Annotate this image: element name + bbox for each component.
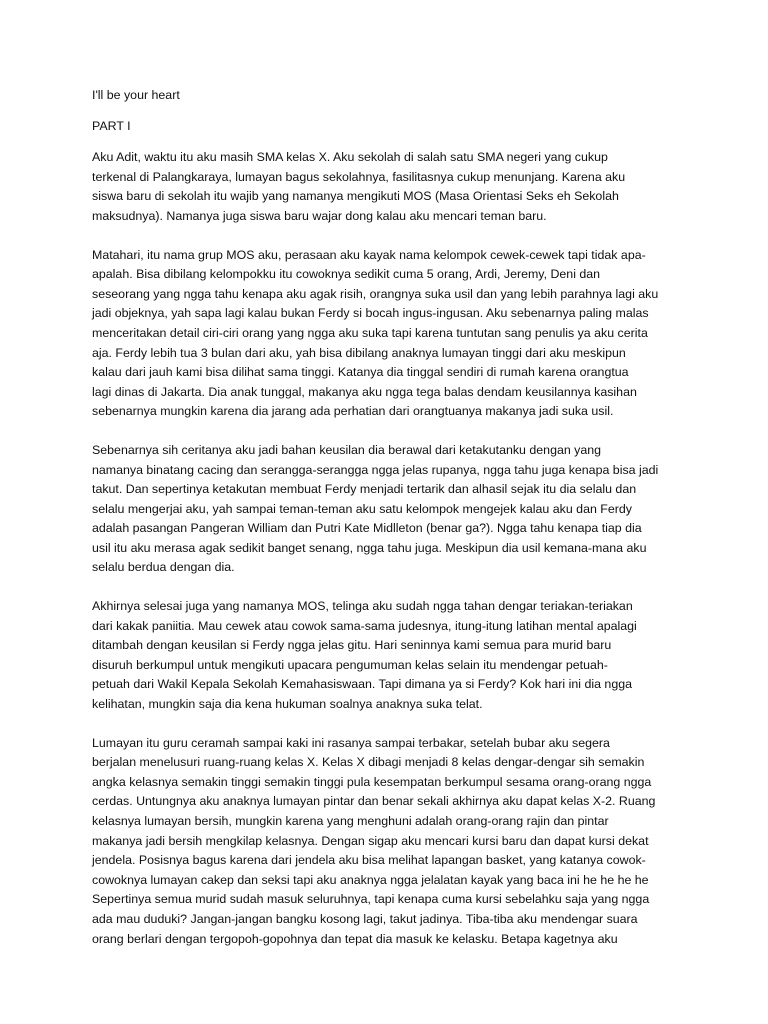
document-title: I'll be your heart [92,88,180,102]
paragraph-line: kalau dari jauh kami bisa dilihat sama tinggi. Katanya dia tinggal sendiri di rumah karena orangtua [92,365,629,380]
paragraph-line: adalah pasangan Pangeran William dan Putri Kate Midlleton (benar ga?). Ngga tahu kenapa tiap dia [92,521,642,536]
story-body [92,148,682,949]
paragraph-line: Akhirnya selesai juga yang namanya MOS, telinga aku sudah ngga tahan dengar teriakan-teriakan [92,599,633,614]
document-page [92,86,682,949]
paragraph-line: takut. Dan sepertinya ketakutan membuat Ferdy menjadi tertarik dan alhasil sejak itu dia selalu dan [92,482,637,497]
paragraph [92,734,682,950]
paragraph-line: Matahari, itu nama grup MOS aku, perasaan aku kayak nama kelompok cewek-cewek tapi tidak apa- [92,247,646,262]
paragraph-line: petuah dari Wakil Kepala Sekolah Kemahasiswaan. Tapi dimana ya si Ferdy? Kok hari ini dia ngga [92,677,632,692]
paragraph-line: angka kelasnya semakin tinggi semakin tinggi pula kesempatan berkumpul sesama orang-orang ngga [92,774,652,789]
paragraph-line: jendela. Posisnya bagus karena dari jendela aku bisa melihat lapangan basket, yang katanya cowok- [92,853,646,868]
paragraph-line: ada mau duduki? Jangan-jangan bangku kosong lagi, takut jadinya. Tiba-tiba aku mendengar suara [92,911,638,926]
paragraph-line: dari kakak paniitia. Mau cewek atau cowok sama-sama judesnya, itung-itung latihan mental apalagi [92,618,637,633]
paragraph-line: selalu mengerjai aku, yah sampai teman-teman aku satu kelompok mengejek kalau aku dan Ferdy [92,501,632,516]
paragraph-line: disuruh berkumpul untuk mengikuti upacara pengumuman kelas selain itu mendengar petuah- [92,657,608,672]
paragraph-line: lagi dinas di Jakarta. Dia anak tunggal, makanya aku ngga tega balas dendam keusilannya kasihan [92,384,637,399]
paragraph-line: berjalan menelusuri ruang-ruang kelas X. Kelas X dibagi menjadi 8 kelas dengar-dengar sih semakin [92,755,645,770]
paragraph-line: kelihatan, mungkin saja dia kena hukuman soalnya anaknya suka telat. [92,697,483,712]
paragraph-line: Sebenarnya sih ceritanya aku jadi bahan keusilan dia berawal dari ketakutanku dengan yang [92,442,602,457]
paragraph-line: makanya jadi bersih mengkilap kelasnya. Dengan sigap aku mencari kursi baru dan dapat kursi dekat [92,833,649,848]
paragraph-line: Lumayan itu guru ceramah sampai kaki ini rasanya sampai terbakar, setelah bubar aku segera [92,735,610,750]
paragraph-line: Sepertinya semua murid sudah masuk seluruhnya, tapi kenapa cuma kursi sebelahku saja yang ngga [92,892,650,907]
paragraph-line: cerdas. Untungnya aku anaknya lumayan pintar dan benar sekali akhirnya aku dapat kelas X-2. Ruang [92,794,656,809]
paragraph-line: namanya binatang cacing dan serangga-serangga ngga jelas rupanya, ngga tahu juga kenapa bisa jadi [92,462,659,477]
paragraph-line: menceritakan detail ciri-ciri orang yang ngga aku suka tapi karena tuntutan sang penulis ya aku cerita [92,325,648,340]
paragraph-line: usil itu aku merasa agak sedikit banget senang, ngga tahu juga. Meskipun dia usil kemana-mana aku [92,540,647,555]
paragraph [92,441,682,578]
paragraph-line: Aku Adit, waktu itu aku masih SMA kelas X. Aku sekolah di salah satu SMA negeri yang cukup [92,150,608,165]
paragraph-line: cowoknya lumayan cakep dan seksi tapi aku anaknya ngga jelalatan kayak yang baca ini he he he he [92,872,649,887]
paragraph-line: terkenal di Palangkaraya, lumayan bagus sekolahnya, fasilitasnya cukup menunjang. Karena aku [92,169,626,184]
paragraph-line: siswa baru di sekolah itu wajib yang namanya mengikuti MOS (Masa Orientasi Seks eh Sekolah [92,189,619,204]
paragraph-line: kelasnya lumayan bersih, mungkin karena yang menghuni adalah orang-orang rajin dan pintar [92,814,609,828]
paragraph-line: maksudnya). Namanya juga siswa baru wajar dong kalau aku mencari teman baru. [92,208,547,223]
part-heading: PART I [92,118,131,133]
paragraph-line: ditambah dengan keusilan si Ferdy ngga jelas gitu. Hari seninnya kami semua para murid baru [92,638,612,653]
paragraph [92,597,682,715]
paragraph-line: aja. Ferdy lebih tua 3 bulan dari aku, yah bisa dibilang anaknya lumayan tinggi dari aku meskipun [92,345,626,360]
paragraph [92,246,682,422]
paragraph-line: apalah. Bisa dibilang kelompokku itu cowoknya sedikit cuma 5 orang, Ardi, Jeremy, Deni dan [92,267,601,282]
paragraph [92,148,682,226]
paragraph-line: orang berlari dengan tergopoh-gopohnya dan tepat dia masuk ke kelasku. Betapa kagetnya aku [92,931,618,946]
paragraph-line: sebenarnya mungkin karena dia jarang ada perhatian dari orangtuanya makanya jadi suka usil. [92,404,614,419]
paragraph-line: seseorang yang ngga tahu kenapa aku agak risih, orangnya suka usil dan yang lebih parahnya lagi aku [92,286,659,301]
paragraph-line: jadi objeknya, yah sapa lagi kalau bukan Ferdy si bocah ingus-ingusan. Aku sebenarnya paling malas [92,306,649,321]
paragraph-line: selalu berdua dengan dia. [92,560,235,575]
